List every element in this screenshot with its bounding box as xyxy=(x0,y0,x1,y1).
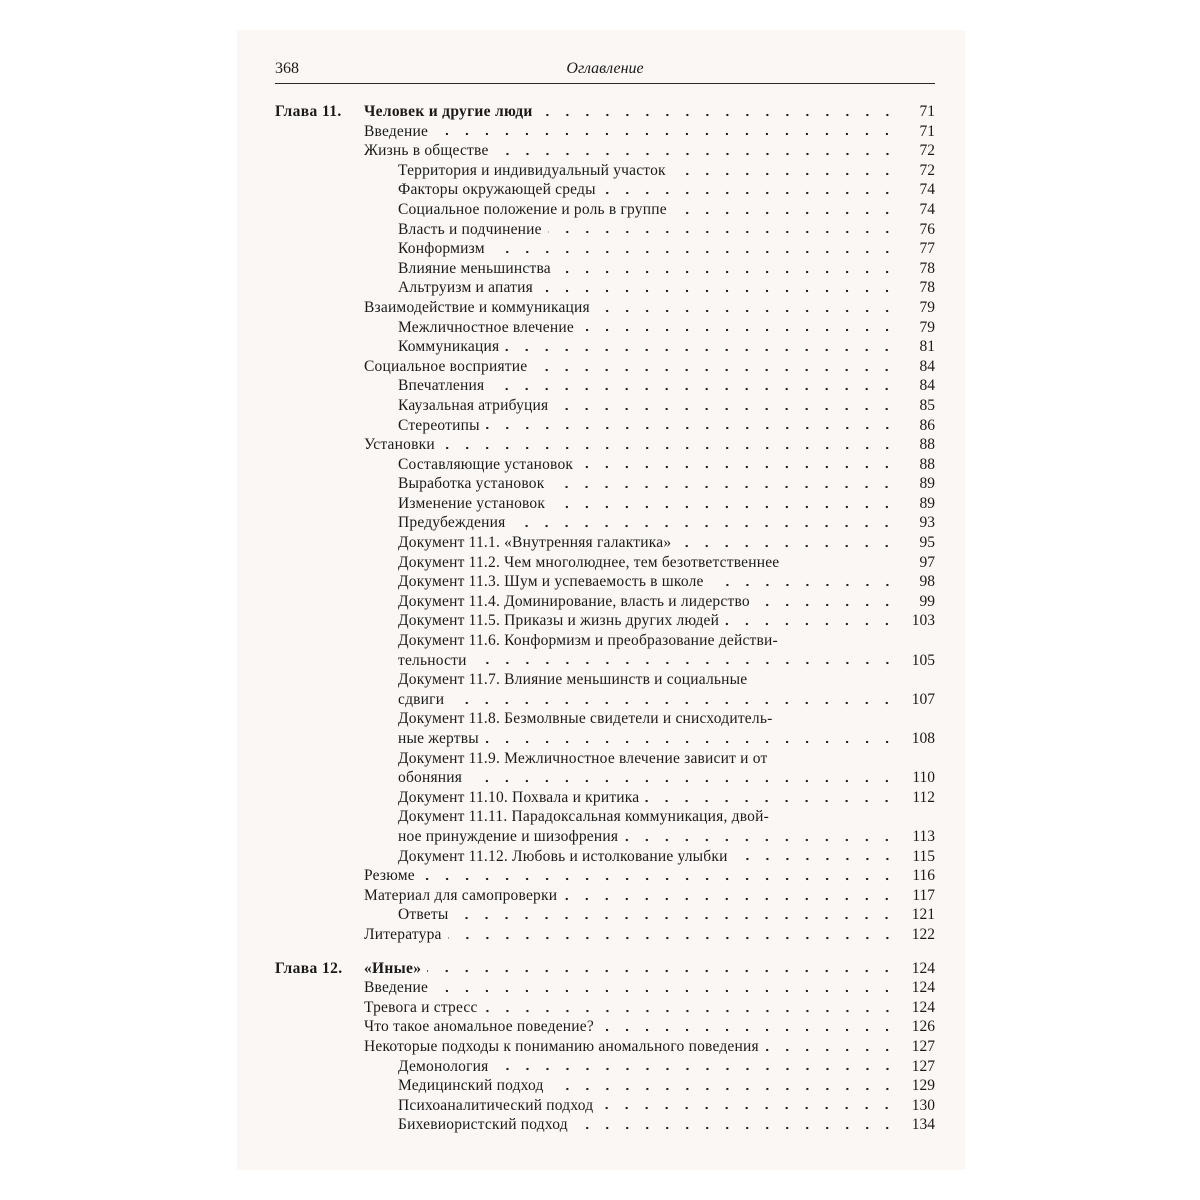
toc-entry-title: Документ 11.5. Приказы и жизнь других людей xyxy=(398,612,720,630)
toc-page-number: 99 xyxy=(919,592,935,610)
toc-entry-title: Ответы xyxy=(398,906,449,924)
toc-entry xyxy=(275,435,935,455)
toc-entry xyxy=(275,1057,935,1077)
toc-entry xyxy=(275,788,935,808)
toc-entry-title: Установки xyxy=(364,436,435,454)
toc-entry xyxy=(275,978,935,998)
toc-page-number: 86 xyxy=(919,416,935,434)
toc-entry xyxy=(275,847,935,867)
toc-entry xyxy=(275,357,935,377)
dot-leader xyxy=(765,1048,897,1052)
toc-entry xyxy=(275,513,935,533)
toc-entry-title: Межличностное влечение xyxy=(398,318,574,336)
toc-entry xyxy=(275,337,935,357)
toc-entry xyxy=(275,376,935,396)
toc-entry-title: Некоторые подходы к пониманию аномального поведения xyxy=(364,1037,759,1055)
toc-page-number: 110 xyxy=(912,769,935,787)
toc-entry xyxy=(275,318,935,338)
toc-entry xyxy=(275,278,935,298)
toc-page-number: 103 xyxy=(911,612,935,630)
dot-leader xyxy=(448,936,897,940)
toc-entry-title: Введение xyxy=(364,979,429,997)
toc-page-number: 88 xyxy=(919,436,935,454)
toc-entry xyxy=(275,998,935,1018)
chapter-label: Глава 11. xyxy=(275,103,342,120)
toc-entry-title: Что такое аномальное поведение? xyxy=(364,1018,594,1036)
toc-page-number: 130 xyxy=(911,1096,935,1114)
dot-leader xyxy=(580,328,897,332)
dot-leader xyxy=(602,191,897,195)
toc-entry xyxy=(275,220,935,240)
toc-gap xyxy=(275,945,935,959)
running-title: Оглавление xyxy=(566,60,644,77)
toc-entry-title: «Иные» xyxy=(364,959,422,977)
toc-page-number: 122 xyxy=(911,925,935,943)
toc-page-number: 74 xyxy=(919,181,935,199)
toc-entry-title: Документ 11.8. Безмолвные свидетели и снисходитель- xyxy=(398,710,773,728)
toc-page-number: 127 xyxy=(911,1057,935,1075)
toc-page-number: 95 xyxy=(919,534,935,552)
toc-entry xyxy=(275,670,935,690)
toc-entry-title: Документ 11.12. Любовь и истолкование улыбки xyxy=(398,847,728,865)
dot-leader xyxy=(600,1028,897,1032)
toc-page-number: 129 xyxy=(911,1077,935,1095)
toc-entry xyxy=(275,866,935,886)
toc-entry-title: Власть и подчинение xyxy=(398,220,542,238)
toc-entry-title: Альтруизм и апатия xyxy=(398,279,533,297)
toc-page-number: 78 xyxy=(919,279,935,297)
dot-leader xyxy=(557,270,897,274)
dot-leader xyxy=(450,701,897,705)
dot-leader xyxy=(596,309,897,313)
dot-leader xyxy=(551,505,897,509)
toc-entry xyxy=(275,533,935,553)
toc-entry-title: Документ 11.3. Шум и успеваемость в школе xyxy=(398,573,704,591)
toc-entry-title: Социальное положение и роль в группе xyxy=(398,200,667,218)
toc-page-number: 85 xyxy=(919,396,935,414)
toc-page-number: 98 xyxy=(919,573,935,591)
toc-entry xyxy=(275,572,935,592)
toc-entry-title: Бихевиористский подход xyxy=(398,1116,568,1134)
toc-entry-title: Литература xyxy=(364,925,442,943)
toc-entry xyxy=(275,494,935,514)
dot-leader xyxy=(427,969,897,973)
dot-leader xyxy=(574,1126,897,1130)
dot-leader xyxy=(624,838,897,842)
toc-page-number: 113 xyxy=(912,827,935,845)
toc-entry xyxy=(275,886,935,906)
toc-entry xyxy=(275,141,935,161)
toc-page-number: 93 xyxy=(919,514,935,532)
toc-entry xyxy=(275,1017,935,1037)
toc-entry-title: Документ 11.6. Конформизм и преобразование действи- xyxy=(398,632,778,650)
toc-entry-title: Факторы окружающей среды xyxy=(398,181,596,199)
toc-entry-title: Демонология xyxy=(398,1057,489,1075)
dot-leader xyxy=(454,916,897,920)
toc-entry xyxy=(275,474,935,494)
toc-page-number: 121 xyxy=(911,906,935,924)
toc-page-number: 108 xyxy=(911,730,935,747)
toc-entry-title: обоняния xyxy=(398,769,463,787)
header-rule xyxy=(275,83,935,84)
toc-page-number: 89 xyxy=(919,475,935,493)
dot-leader xyxy=(434,989,897,993)
toc-page-number: 115 xyxy=(912,847,935,865)
toc-entry-title: Выработка установок xyxy=(398,475,545,493)
dot-leader xyxy=(490,387,897,391)
dot-leader xyxy=(441,446,897,450)
dot-leader xyxy=(495,152,897,156)
toc-page-number: 79 xyxy=(919,298,935,316)
dot-leader xyxy=(673,211,897,215)
dot-leader xyxy=(645,799,897,803)
toc-entry xyxy=(275,807,935,827)
toc-entry xyxy=(275,553,935,573)
toc-page-number: 76 xyxy=(919,220,935,238)
toc-entry xyxy=(275,749,935,769)
toc-entry-title: Социальное восприятие xyxy=(364,357,528,375)
dot-leader xyxy=(550,485,897,489)
toc-entry-title: тельности xyxy=(398,651,467,669)
toc-entry-title: Составляющие установок xyxy=(398,455,574,473)
toc-entry xyxy=(275,925,935,945)
dot-leader xyxy=(473,661,897,665)
toc-entry-title: Материал для самопроверки xyxy=(364,886,558,904)
toc-page-number: 124 xyxy=(911,998,935,1016)
toc-entry-title: Каузальная атрибуция xyxy=(398,396,549,414)
toc-page-number: 72 xyxy=(919,161,935,179)
toc-entry-title: Конформизм xyxy=(398,240,485,258)
page-header xyxy=(275,60,935,84)
chapter-label: Глава 12. xyxy=(275,959,343,977)
toc-entry xyxy=(275,631,935,651)
toc-page-number: 72 xyxy=(919,142,935,160)
dot-leader xyxy=(491,250,897,254)
dot-leader xyxy=(548,230,897,234)
toc-page-number: 71 xyxy=(919,103,935,120)
toc-page-number: 84 xyxy=(919,357,935,375)
toc-page-number: 112 xyxy=(912,788,935,806)
toc-entry-title: Резюме xyxy=(364,867,415,885)
toc-entry-title: Территория и индивидуальный участок xyxy=(398,161,666,179)
toc-entry-title: Изменение установок xyxy=(398,494,546,512)
toc-entry-title: Документ 11.9. Межличностное влечение зависит и от xyxy=(398,749,768,767)
toc-page-number: 74 xyxy=(919,200,935,218)
toc-entry-title: Документ 11.2. Чем многолюднее, тем безответственнее xyxy=(398,553,780,571)
toc-chapter xyxy=(275,102,935,122)
dot-leader xyxy=(539,289,897,293)
dot-leader xyxy=(734,857,897,861)
toc-entry-title: Документ 11.4. Доминирование, власть и лидерство xyxy=(398,592,750,610)
table-of-contents xyxy=(275,102,935,1135)
page-number: 368 xyxy=(275,60,299,77)
dot-leader xyxy=(672,172,897,176)
dot-leader xyxy=(468,779,897,783)
toc-page-number: 88 xyxy=(919,455,935,473)
toc-entry xyxy=(275,905,935,925)
dot-leader xyxy=(677,544,897,548)
toc-entry xyxy=(275,239,935,259)
toc-page-number: 134 xyxy=(911,1116,935,1134)
toc-entry xyxy=(275,827,935,847)
toc-entry xyxy=(275,416,935,436)
dot-leader xyxy=(505,348,897,352)
toc-entry-title: Впечатления xyxy=(398,377,485,395)
dot-leader xyxy=(511,524,897,528)
toc-page-number: 124 xyxy=(911,959,935,977)
dot-leader xyxy=(554,407,897,411)
toc-entry xyxy=(275,1076,935,1096)
toc-entry xyxy=(275,122,935,142)
toc-entry-title: Документ 11.11. Парадоксальная коммуникация, двой- xyxy=(398,808,769,826)
toc-entry-title: Стереотипы xyxy=(398,416,480,434)
toc-entry xyxy=(275,396,935,416)
dot-leader xyxy=(485,740,897,744)
dot-leader xyxy=(756,603,897,607)
dot-leader xyxy=(486,426,897,430)
dot-leader xyxy=(434,132,897,136)
dot-leader xyxy=(550,1087,897,1091)
toc-page-number: 81 xyxy=(919,338,935,356)
toc-page-number: 116 xyxy=(912,867,935,885)
dot-leader xyxy=(539,113,897,117)
toc-entry xyxy=(275,611,935,631)
toc-page-number: 97 xyxy=(919,553,935,571)
toc-entry xyxy=(275,259,935,279)
toc-entry xyxy=(275,1115,935,1135)
toc-entry xyxy=(275,455,935,475)
toc-page-number: 71 xyxy=(919,122,935,140)
toc-entry xyxy=(275,690,935,710)
toc-page-number: 105 xyxy=(911,651,935,669)
toc-entry xyxy=(275,200,935,220)
toc-entry xyxy=(275,592,935,612)
toc-entry-title: Тревога и стресс xyxy=(364,998,478,1016)
toc-entry xyxy=(275,180,935,200)
toc-entry-title: Влияние меньшинства xyxy=(398,259,551,277)
toc-entry-title: Коммуникация xyxy=(398,338,500,356)
toc-entry-title: Введение xyxy=(364,122,429,140)
toc-page-number: 79 xyxy=(919,318,935,336)
dot-leader xyxy=(484,1009,897,1013)
toc-entry xyxy=(275,709,935,729)
toc-page-number: 127 xyxy=(911,1037,935,1055)
toc-entry-title: сдвиги xyxy=(398,690,445,708)
toc-page-number: 107 xyxy=(911,690,935,708)
dot-leader xyxy=(579,465,897,469)
dot-leader xyxy=(495,1067,897,1071)
toc-entry xyxy=(275,161,935,181)
dot-leader xyxy=(533,368,897,372)
toc-entry-title: Человек и другие люди xyxy=(364,103,533,120)
dot-leader xyxy=(710,583,897,587)
toc-entry xyxy=(275,1037,935,1057)
dot-leader xyxy=(725,622,897,626)
toc-page-number: 124 xyxy=(911,979,935,997)
toc-entry-title: Документ 11.1. «Внутренняя галактика» xyxy=(398,534,672,552)
toc-entry-title: Документ 11.10. Похвала и критика xyxy=(398,788,640,806)
toc-entry-title: Взаимодействие и коммуникация xyxy=(364,298,590,316)
dot-leader xyxy=(563,897,897,901)
toc-page-number: 78 xyxy=(919,259,935,277)
toc-page-number: 117 xyxy=(912,886,935,904)
toc-entry-title: ное принуждение и шизофрения xyxy=(398,827,619,845)
toc-entry xyxy=(275,651,935,671)
toc-entry xyxy=(275,729,935,749)
toc-page-number: 84 xyxy=(919,377,935,395)
dot-leader xyxy=(599,1106,897,1110)
toc-entry-title: Документ 11.7. Влияние меньшинств и социальные xyxy=(398,671,748,689)
toc-page-number: 77 xyxy=(919,240,935,258)
toc-entry-title: Жизнь в обществе xyxy=(364,142,489,160)
toc-entry-title: Психоаналитический подход xyxy=(398,1096,594,1114)
toc-page-number: 126 xyxy=(911,1018,935,1036)
toc-entry xyxy=(275,768,935,788)
dot-leader xyxy=(421,877,897,881)
toc-entry-title: Медицинский подход xyxy=(398,1077,544,1095)
toc-page-number: 89 xyxy=(919,494,935,512)
toc-entry-title: Предубеждения xyxy=(398,514,506,532)
toc-entry-title: ные жертвы xyxy=(398,730,479,747)
toc-entry xyxy=(275,298,935,318)
toc-entry xyxy=(275,1096,935,1116)
toc-chapter xyxy=(275,959,935,979)
